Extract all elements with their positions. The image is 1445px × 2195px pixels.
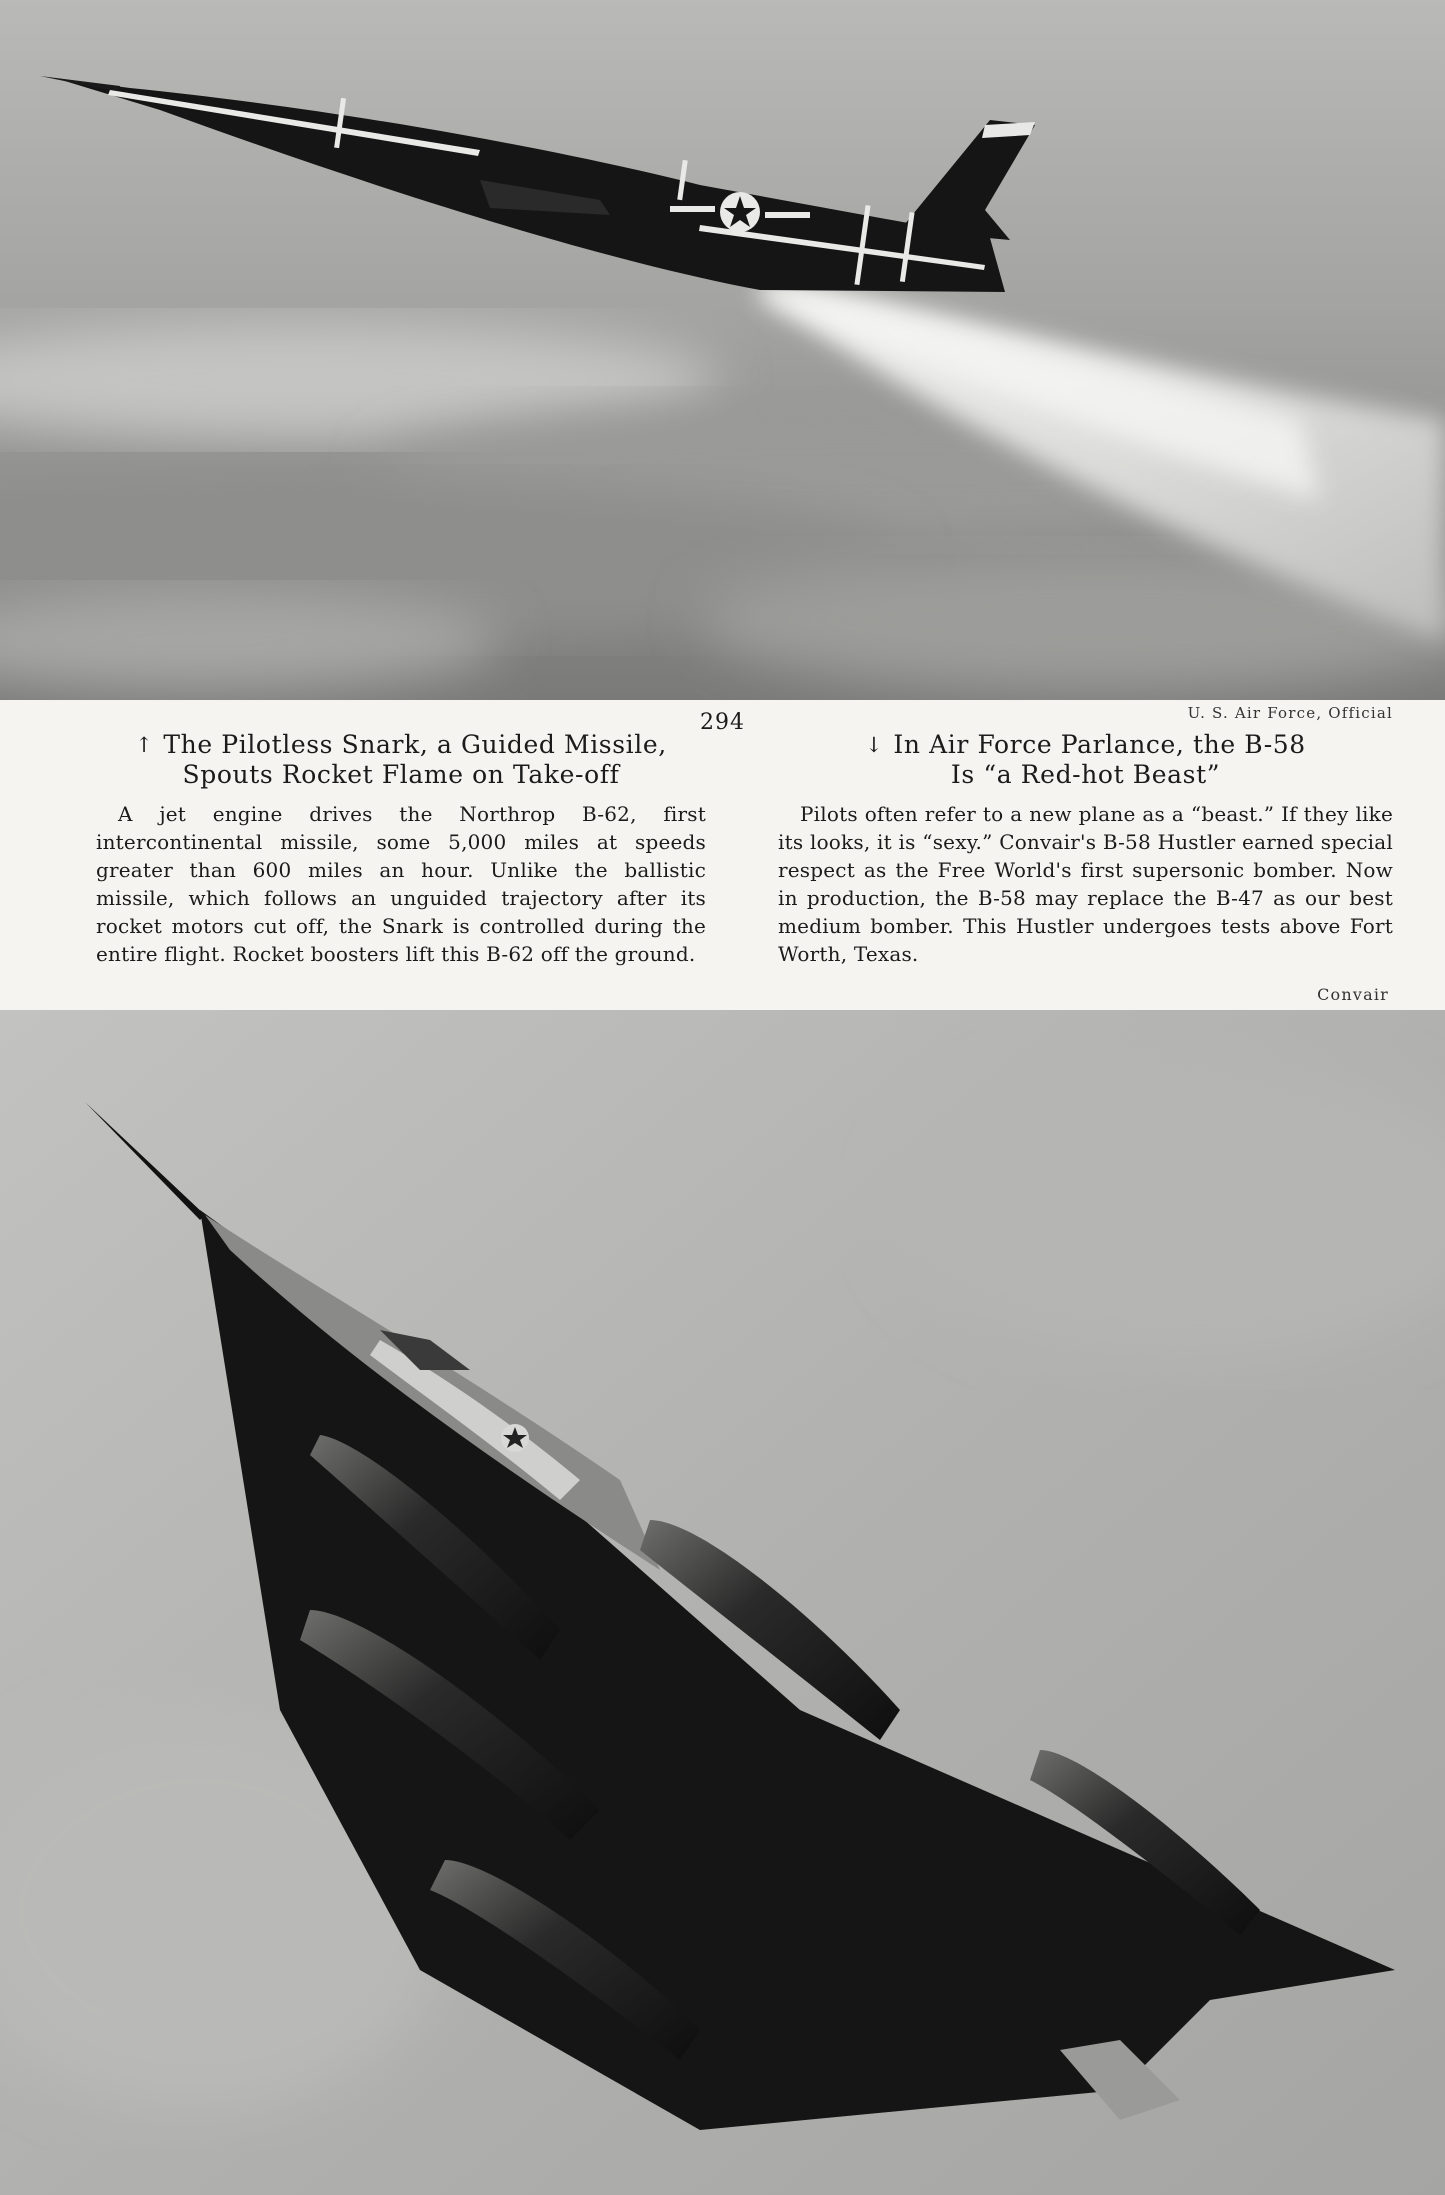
right-headline-line2: Is “a Red-hot Beast” bbox=[950, 760, 1221, 789]
left-caption-body: A jet engine drives the Northrop B-62, first intercontinental missile, some 5,000 miles at speeds greater than 600 miles an hour. Unlike the ballistic missile, which follows an unguided trajectory after its rocket motors cut off, the Snark is controlled during the entire flight. Rocket boosters lift this B-62 off the ground. bbox=[96, 802, 706, 966]
left-headline-line1: The Pilotless Snark, a Guided Missile, bbox=[163, 730, 667, 759]
right-caption-body: Pilots often refer to a new plane as a “beast.” If they like its looks, it is “sexy.” Convair's B-58 Hustler earned special respect as the Free World's first supersonic bomber. Now in production, the B-58 may replace the B-47 as our best medium bomber. This Hustler undergoes tests above Fort Worth, Texas. bbox=[778, 802, 1393, 966]
left-headline-line2: Spouts Rocket Flame on Take-off bbox=[182, 760, 620, 789]
left-caption bbox=[96, 730, 706, 968]
caption-band bbox=[0, 700, 1445, 1010]
right-caption bbox=[778, 730, 1393, 968]
snark-missile-image bbox=[0, 0, 1445, 700]
arrow-up-icon: ↑ bbox=[135, 733, 154, 757]
bottom-photo-credit: Convair bbox=[1317, 985, 1389, 1004]
snark-missile-photo bbox=[0, 0, 1445, 700]
page-number: 294 bbox=[700, 710, 745, 735]
b58-hustler-image bbox=[0, 1010, 1445, 2195]
b58-hustler-photo bbox=[0, 1010, 1445, 2195]
left-caption-headline bbox=[96, 730, 706, 790]
arrow-down-icon: ↓ bbox=[865, 733, 884, 757]
right-headline-line1: In Air Force Parlance, the B-58 bbox=[893, 730, 1306, 759]
top-photo-credit: U. S. Air Force, Official bbox=[1187, 704, 1393, 722]
right-caption-headline bbox=[778, 730, 1393, 790]
